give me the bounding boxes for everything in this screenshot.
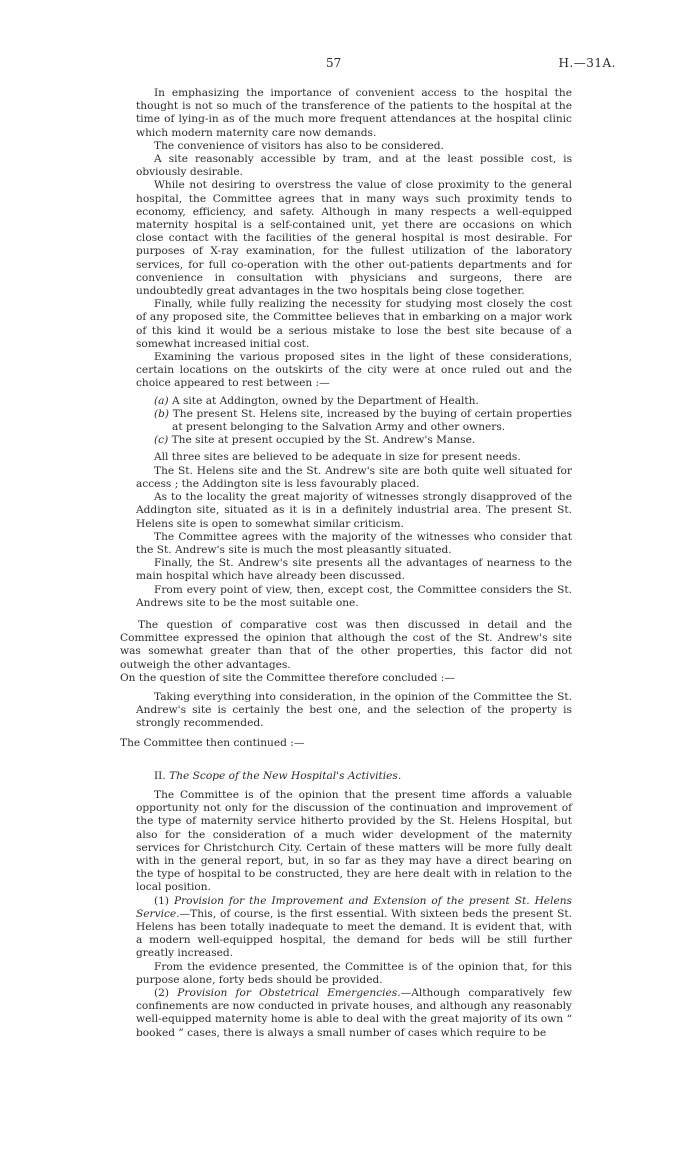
paragraph: From the evidence presented, the Committee is of the opinion that, for this purpose alone, forty beds should be provided. <box>136 960 572 986</box>
paragraph: The St. Helens site and the St. Andrew's site are both quite well situated for access ; the Addington site is less favourably placed. <box>136 464 572 490</box>
narrative-paragraph: On the question of site the Committee therefore concluded :— <box>120 671 455 684</box>
paragraph: Taking everything into consideration, in the opinion of the Committee the St. Andrew's site is certainly the best one, and the selection of the property is strongly recommended. <box>136 690 572 730</box>
page-number: 57 <box>326 56 342 70</box>
list-item-text: The site at present occupied by the St. Andrew's Manse. <box>171 434 476 447</box>
section-heading <box>136 770 572 783</box>
list-item <box>136 395 572 408</box>
site-options-list <box>136 395 572 448</box>
item-heading: Provision for the Improvement and Extension of the present St. Helens Service. <box>136 894 572 920</box>
paragraph: From every point of view, then, except cost, the Committee considers the St. Andrews site to be the most suitable one. <box>136 583 572 609</box>
page-header <box>0 57 700 73</box>
quoted-report-part-2 <box>120 770 572 1040</box>
list-item-text: A site at Addington, owned by the Department of Health. <box>171 394 479 407</box>
quoted-report-part-1 <box>120 87 572 610</box>
list-marker: (b) <box>154 407 170 420</box>
item-number: (1) <box>154 894 170 907</box>
quoted-conclusion <box>120 691 572 731</box>
section-number: II. <box>154 769 166 782</box>
item-heading: Provision for Obstetrical Emergencies. <box>177 987 401 999</box>
item-text: —This, of course, is the first essential. With sixteen beds the present St. Helens has been totally inadequate to meet the demand. It is evident that, with a modern well-equipped hospital, the demand for beds will be still further greatly increased. <box>136 907 572 960</box>
paragraph: All three sites are believed to be adequate in size for present needs. <box>154 451 521 464</box>
section-title: The Scope of the New Hospital's Activities. <box>169 769 402 782</box>
narrative-paragraph: The question of comparative cost was then discussed in detail and the Committee expressed the opinion that although the cost of the St. Andrew's site was somewhat greater than that of the other properties, this factor did not outweigh the other advantages. <box>120 618 572 671</box>
list-marker: (a) <box>154 394 169 407</box>
paragraph: Examining the various proposed sites in the light of these considerations, certain locations on the outskirts of the city were at once ruled out and the choice appeared to rest between :— <box>136 351 572 390</box>
list-marker: (c) <box>154 434 169 447</box>
narrative-paragraph: The Committee then continued :— <box>120 736 305 749</box>
item-number: (2) <box>154 987 170 999</box>
list-item <box>136 434 572 447</box>
paragraph: As to the locality the great majority of witnesses strongly disapproved of the Addington site, situated as it is in a definitely industrial area. The present St. Helens site is open to somewhat similar criticism. <box>136 491 572 530</box>
list-item-text: The present St. Helens site, increased by the buying of certain properties at present belonging to the Salvation Army and other owners. <box>172 407 572 434</box>
paragraph: The Committee agrees with the majority of the witnesses who consider that the St. Andrew's site is much the most pleasantly situated. <box>136 530 572 556</box>
item-text: —Although comparatively few confinements are now conducted in private houses, and although any reasonably well-equipped maternity home is able to deal with the great majority of its own “ booked ” cases, there is always a small number of cases which require to be <box>136 987 573 1039</box>
paragraph: The Committee is of the opinion that the present time affords a valuable opportunity not only for the discussion of the continuation and improvement of the type of maternity service hitherto provided by the St. Helens Hospital, but also for the consideration of a much wider development of the maternity services for Christchurch City. Certain of these matters will be more fully dealt with in the general report, but, in so far as they may have a direct bearing on the type of hospital to be constructed, they are here dealt with in relation to the local position. <box>136 788 572 894</box>
paragraph <box>136 987 572 1040</box>
paragraph: The convenience of visitors has also to be considered. <box>154 139 444 152</box>
paragraph: While not desiring to overstress the value of close proximity to the general hospital, the Committee agrees that in many ways such proximity tends to economy, efficiency, and safety. Although in many respects a well-equipped maternity hospital is a self-contained unit, yet there are occasions on which close contact with the facilities of the general hospital is most desirable. For purposes of X-ray examination, for the fullest utilization of the laboratory services, for full co-operation with the other out-patients departments and for convenience in consultation with physicians and surgeons, there are undoubtedly great advantages in the two hospitals being close together. <box>136 179 572 298</box>
page-body <box>120 87 572 1040</box>
paragraph: A site reasonably accessible by tram, and at the least possible cost, is obviously desirable. <box>136 153 572 179</box>
list-item <box>136 408 572 434</box>
paragraph: Finally, while fully realizing the necessity for studying most closely the cost of any proposed site, the Committee believes that in embarking on a major work of this kind it would be a serious mistake to lose the best site because of a somewhat increased initial cost. <box>136 298 572 350</box>
paragraph: In emphasizing the importance of convenient access to the hospital the thought is not so much of the transference of the patients to the hospital at the time of lying-in as of the much more frequent attendances at the hospital clinic which modern maternity care now demands. <box>136 87 572 139</box>
paragraph: Finally, the St. Andrew's site presents all the advantages of nearness to the main hospital which have already been discussed. <box>136 557 572 583</box>
paragraph <box>136 895 572 961</box>
document-reference: H.—31A. <box>558 56 616 70</box>
